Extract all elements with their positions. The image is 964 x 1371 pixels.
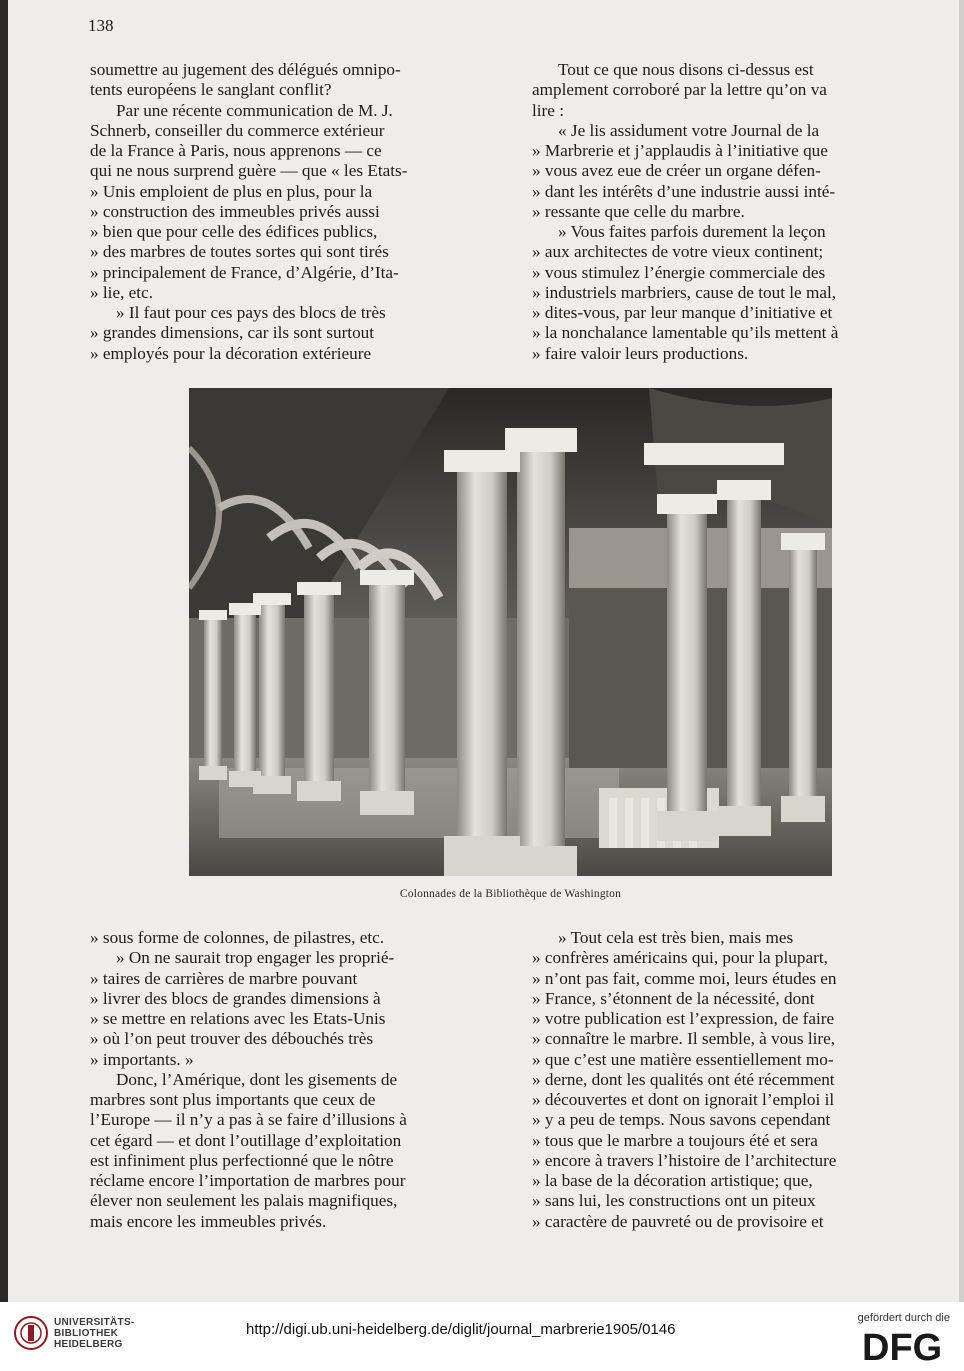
text-line: » grandes dimensions, car ils sont surtout [90,323,375,343]
text-line: » On ne saurait trop engager les proprié- [116,948,395,968]
column-left-bottom [90,928,490,1232]
text-line: » Vous faites parfois durement la leçon [558,222,826,241]
text-line: » Il faut pour ces pays des blocs de très [116,303,386,322]
text-line: » dites-vous, par leur manque d’initiative et [532,303,833,322]
column-right-top [532,60,935,364]
text-line: élever non seulement les palais magnifiques, [90,1191,398,1211]
colonnade-illustration [189,388,832,876]
text-line: » encore à travers l’histoire de l’architecture [532,1150,837,1170]
text-line: » découvertes et dont on ignorait l’emploi il [532,1090,835,1109]
text-line: » sans lui, les constructions ont un piteux [532,1191,816,1211]
dfg-logo-icon [860,1325,952,1365]
text-line: » Tout cela est très bien, mais mes [558,928,794,947]
column-right-bottom [532,928,935,1232]
text-line: » livrer des blocs de grandes dimensions à [90,988,381,1008]
permalink-url[interactable]: http://digi.ub.uni-heidelberg.de/diglit/journal_marbrerie1905/0146 [246,1321,676,1338]
text-line: » industriels marbriers, cause de tout le mal, [532,282,837,302]
text-line: » faire valoir leurs productions. [532,343,749,363]
text-line: » employés pour la décoration extérieure [90,343,372,363]
text-line: Schnerb, conseiller du commerce extérieur [90,120,385,140]
text-line: lire : [532,100,564,120]
university-seal-icon [14,1316,48,1350]
text-line: amplement corroboré par la lettre qu’on va [532,80,827,100]
text-line: » caractère de pauvreté ou de provisoire et [532,1211,824,1231]
text-line: » la nonchalance lamentable qu’ils mettent à [532,323,839,343]
text-line: « Je lis assidument votre Journal de la [558,120,820,140]
text-line: » sous forme de colonnes, de pilastres, etc. [90,928,385,947]
text-line: est infiniment plus perfectionné que le nôtre [90,1150,394,1170]
text-line: marbres sont plus importants que ceux de [90,1090,376,1109]
text-line: » principalement de France, d’Algérie, d’Ita- [90,262,399,282]
text-line: » connaître le marbre. Il semble, à vous lire, [532,1029,836,1049]
institution-line: HEIDELBERG [54,1339,123,1350]
text-line: Par une récente communication de M. J. [116,100,393,120]
text-line: » dant les intérêts d’une industrie aussi inté- [532,181,836,201]
viewer-footer [0,1302,964,1371]
text-line: » y a peu de temps. Nous savons cependant [532,1110,831,1130]
column-left-top [90,60,490,364]
scan-edge-left [0,0,8,1302]
text-line: » votre publication est l’expression, de faire [532,1009,835,1028]
text-line: Donc, l’Amérique, dont les gisements de [116,1069,398,1089]
text-line: » tous que le marbre a toujours été et sera [532,1130,818,1150]
text-line: » aux architectes de votre vieux continent; [532,242,824,262]
text-line: » des marbres de toutes sortes qui sont tirés [90,242,389,262]
text-line: » se mettre en relations avec les Etats-Unis [90,1009,386,1028]
scan-edge-right [959,0,964,1302]
text-line: » derne, dont les qualités ont été récemment [532,1069,835,1089]
institution-line: BIBLIOTHEK [54,1328,119,1339]
institution-line: UNIVERSITÄTS- [54,1317,135,1328]
text-line: réclame encore l’importation de marbres pour [90,1171,406,1190]
funded-by-label: gefördert durch die [857,1312,950,1324]
text-line: » n’ont pas fait, comme moi, leurs études en [532,968,837,988]
text-line: mais encore les immeubles privés. [90,1211,327,1231]
text-line: Tout ce que nous disons ci-dessus est [558,60,814,79]
text-line: » construction des immeubles privés aussi [90,201,380,221]
text-line: » où l’on peut trouver des débouchés très [90,1029,374,1049]
text-line: qui ne nous surprend guère — que « les Etats- [90,161,408,181]
text-line: » France, s’étonnent de la nécessité, dont [532,988,815,1008]
text-line: soumettre au jugement des délégués omnipo- [90,60,401,79]
figure-caption: Colonnades de la Bibliothèque de Washington [399,888,622,900]
text-line: » la base de la décoration artistique; que, [532,1171,813,1190]
text-line: » lie, etc. [90,282,153,302]
text-line: tents européens le sanglant conflit? [90,80,332,100]
text-line: cet égard — et dont l’outillage d’exploitation [90,1130,402,1150]
text-line: » bien que pour celle des édifices publics, [90,222,378,241]
text-line: » taires de carrières de marbre pouvant [90,968,358,988]
text-line: » confrères américains qui, pour la plupart, [532,948,828,968]
text-line: » importants. » [90,1049,194,1069]
text-line: » ressante que celle du marbre. [532,201,745,221]
text-line: » vous stimulez l’énergie commerciale des [532,262,826,282]
text-line: l’Europe — il n’y a pas à se faire d’illusions à [90,1110,407,1130]
text-line: » Marbrerie et j’applaudis à l’initiative que [532,141,828,160]
institution-name [54,1317,135,1350]
text-line: » Unis emploient de plus en plus, pour la [90,181,373,201]
dfg-logo-text: DFG [862,1327,943,1365]
photo-colonnades [189,388,832,876]
text-line: » vous avez eue de créer un organe défen- [532,161,821,181]
text-line: de la France à Paris, nous apprenons — ce [90,141,382,160]
page-number: 138 [88,16,114,35]
text-line: » que c’est une matière essentiellement mo- [532,1049,834,1069]
